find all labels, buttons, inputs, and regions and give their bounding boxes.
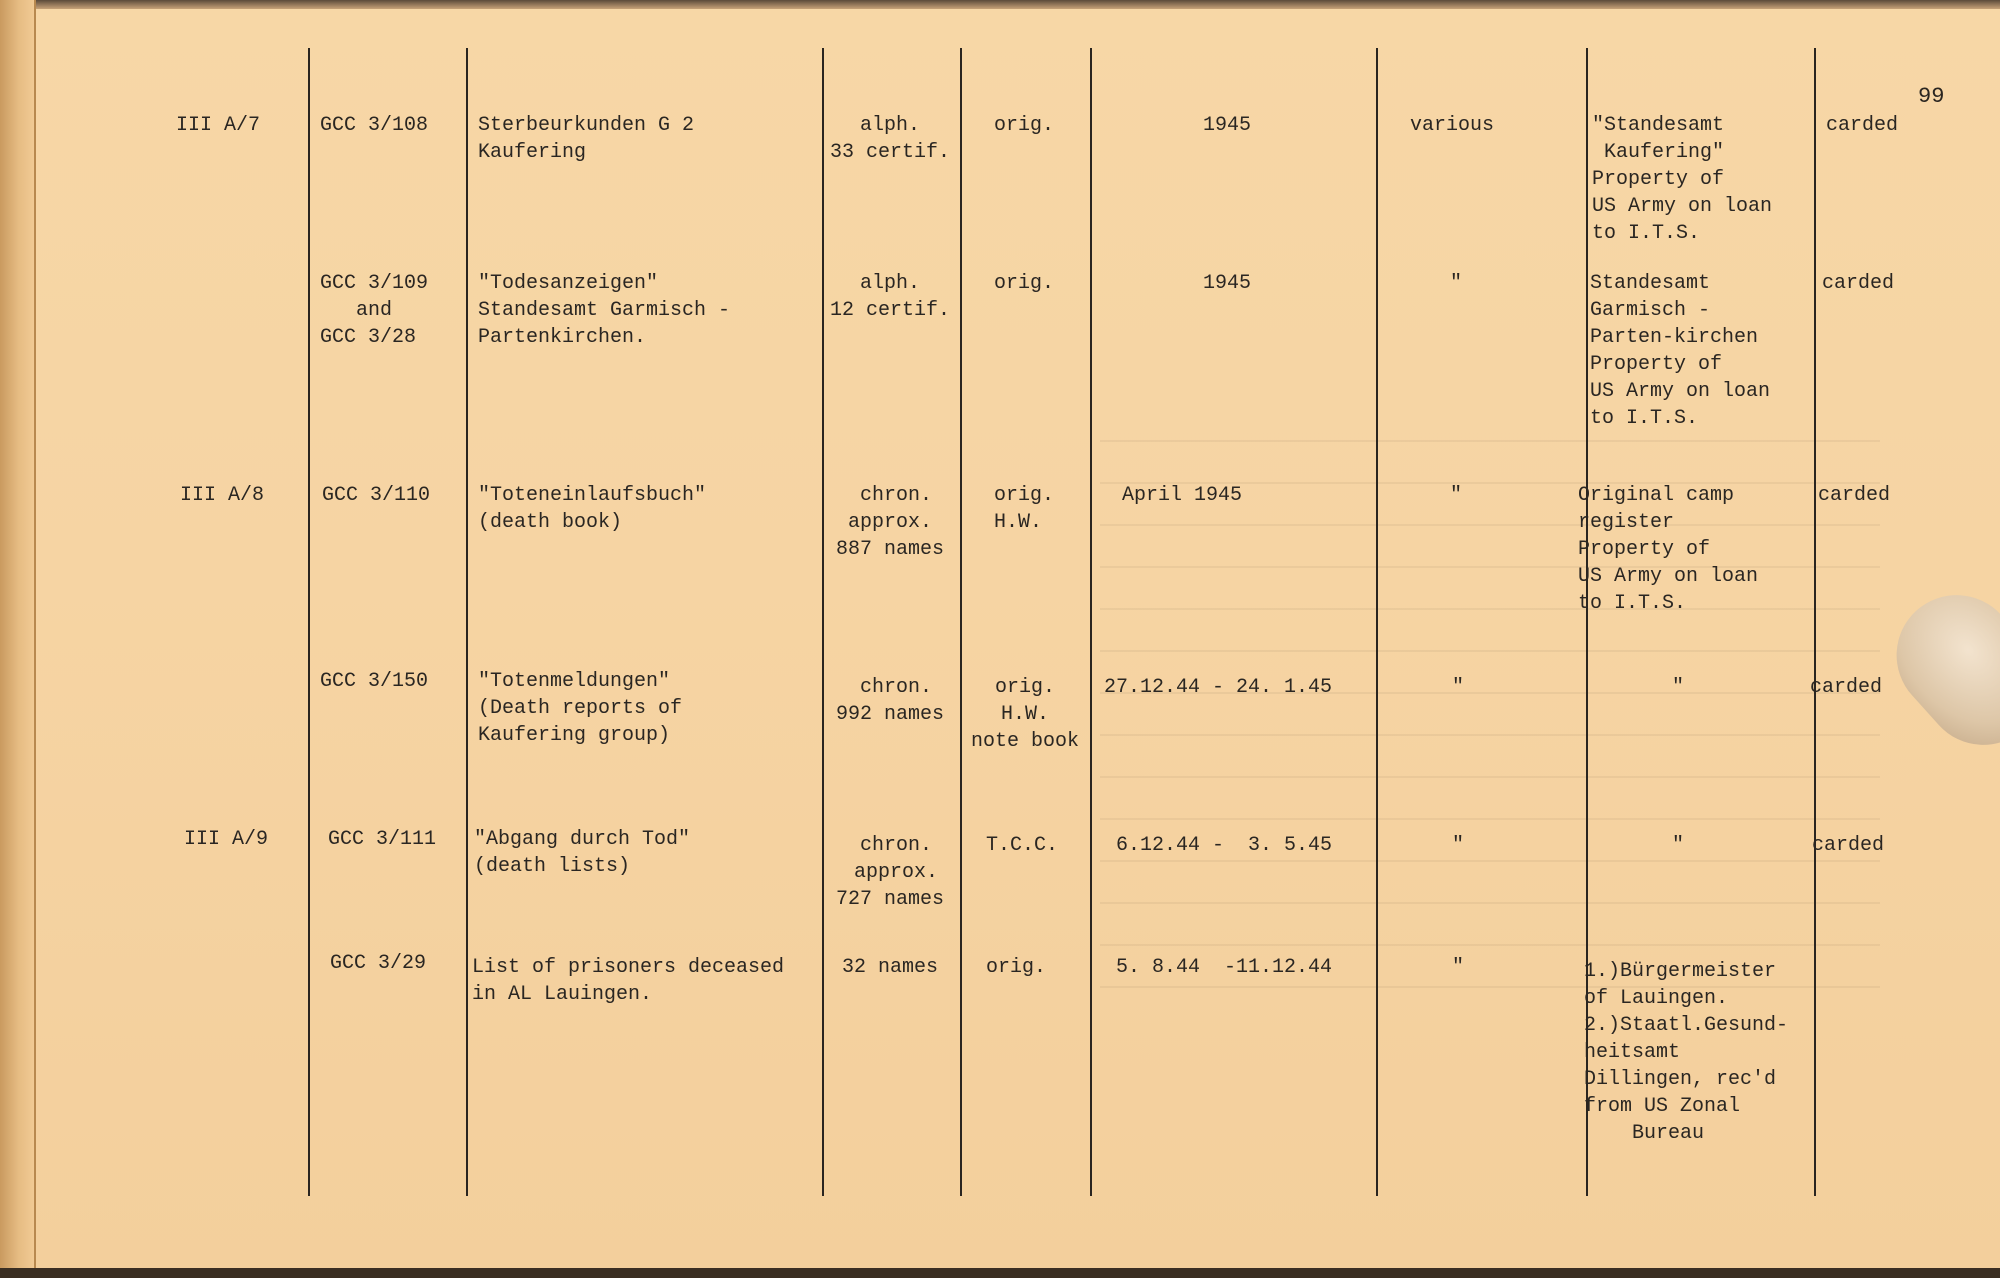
record-dates: 1945: [1203, 272, 1252, 295]
record-ref: III A/7: [176, 114, 261, 137]
record-title: List of prisoners deceased in AL Lauingen.: [472, 956, 785, 1006]
record-language: ": [1450, 272, 1463, 295]
column-rule: [822, 48, 824, 1196]
page-bottom-edge: [0, 1268, 2000, 1278]
record-status: carded: [1822, 272, 1895, 295]
record-remarks: ": [1672, 676, 1685, 699]
record-remarks: "Standesamt Kaufering" Property of US Army on loan to I.T.S.: [1592, 114, 1773, 245]
record-form: orig.: [994, 114, 1055, 137]
record-form: orig. H.W.: [994, 484, 1055, 534]
column-rule: [466, 48, 468, 1196]
record-status: carded: [1818, 484, 1891, 507]
record-title: "Toteneinlaufsbuch" (death book): [478, 484, 707, 534]
record-title: "Todesanzeigen" Standesamt Garmisch - Partenkirchen.: [478, 272, 731, 349]
record-language: ": [1452, 956, 1465, 979]
column-rule: [1376, 48, 1378, 1196]
page-top-edge: [0, 0, 2000, 9]
record-remarks: Standesamt Garmisch - Parten-kirchen Property of US Army on loan to I.T.S.: [1590, 272, 1771, 430]
record-status: carded: [1810, 676, 1883, 699]
page-number: 99: [1918, 84, 1945, 109]
record-dates: 1945: [1203, 114, 1252, 137]
record-code: GCC 3/108: [320, 114, 429, 137]
record-language: various: [1410, 114, 1495, 137]
record-ref: III A/9: [184, 828, 269, 851]
record-title: Sterbeurkunden G 2 Kaufering: [478, 114, 695, 164]
record-code: GCC 3/109 and GCC 3/28: [320, 272, 429, 349]
record-language: ": [1452, 676, 1465, 699]
record-language: ": [1450, 484, 1463, 507]
record-arrangement: alph. 33 certif.: [829, 114, 951, 164]
thumb-holding-page: [1872, 570, 2000, 769]
record-dates: 6.12.44 - 3. 5.45: [1116, 834, 1333, 857]
record-arrangement: chron. 992 names: [835, 676, 945, 726]
column-rule: [960, 48, 962, 1196]
record-dates: 5. 8.44 -11.12.44: [1116, 956, 1333, 979]
record-title: "Abgang durch Tod" (death lists): [474, 828, 691, 878]
record-status: carded: [1812, 834, 1885, 857]
record-status: carded: [1826, 114, 1899, 137]
record-title: "Totenmeldungen" (Death reports of Kaufering group): [478, 670, 683, 747]
record-arrangement: alph. 12 certif.: [829, 272, 951, 322]
column-rule: [1090, 48, 1092, 1196]
record-form: orig.: [986, 956, 1047, 979]
record-ref: III A/8: [180, 484, 265, 507]
column-rule: [1814, 48, 1816, 1196]
record-form: orig. H.W. note book: [970, 676, 1080, 753]
record-code: GCC 3/29: [330, 952, 427, 975]
book-binding: [0, 0, 36, 1278]
record-form: orig.: [994, 272, 1055, 295]
record-code: GCC 3/111: [328, 828, 437, 851]
record-arrangement: chron. approx. 887 names: [835, 484, 945, 561]
record-remarks: 1.)Bürgermeister of Lauingen. 2.)Staatl.Gesund- heitsamt Dillingen, rec'd from US Zonal Bureau: [1584, 960, 1789, 1145]
record-remarks: ": [1672, 834, 1685, 857]
column-rule: [308, 48, 310, 1196]
record-code: GCC 3/110: [322, 484, 431, 507]
record-language: ": [1452, 834, 1465, 857]
record-code: GCC 3/150: [320, 670, 429, 693]
record-form: T.C.C.: [986, 834, 1059, 857]
record-remarks: Original camp register Property of US Army on loan to I.T.S.: [1578, 484, 1759, 615]
record-arrangement: 32 names: [841, 956, 938, 979]
record-arrangement: chron. approx. 727 names: [835, 834, 945, 911]
record-dates: 27.12.44 - 24. 1.45: [1104, 676, 1333, 699]
record-dates: April 1945: [1122, 484, 1243, 507]
